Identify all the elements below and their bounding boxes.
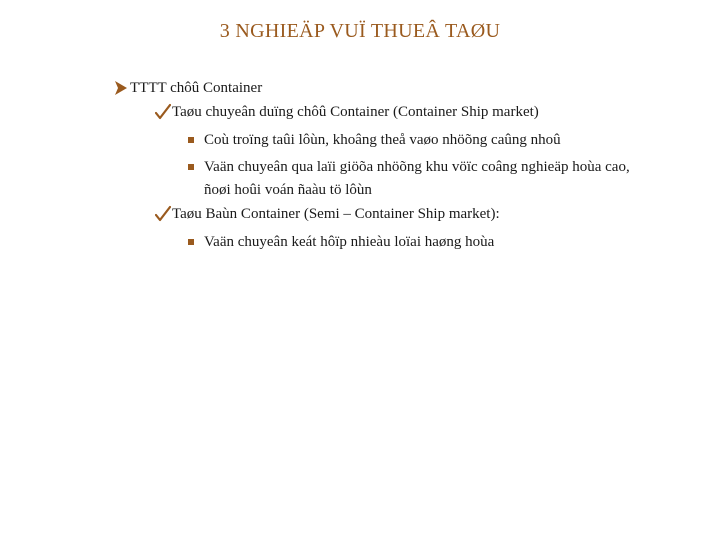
bullet-level3-text: Vaän chuyeân keát hôïp nhieàu loïai haøng hoùa — [204, 234, 495, 250]
slide-title: 3 NGHIEÄP VUÏ THUEÂ TAØU — [219, 20, 501, 42]
arrow-bullet-icon — [114, 78, 128, 98]
bullet-level2-semi-container — [155, 204, 500, 224]
square-bullet-icon — [188, 239, 194, 245]
bullet-level1-container-market — [114, 78, 262, 98]
bullet-level3-text: Coù troïng taûi lôùn, khoâng theå vaøo nhöõng caûng nhoû — [204, 132, 561, 148]
bullet-level3-text: Vaän chuyeân qua laïi giöõa nhöõng khu vöïc coâng nghieäp hoùa cao, — [204, 159, 630, 175]
bullet-level3-continuation: ñoøi hoûi voán ñaàu tö lôùn — [204, 182, 372, 198]
bullet-level1-text: TTTT chôû Container — [130, 80, 263, 96]
square-bullet-icon — [188, 164, 194, 170]
bullet-level2-container-ship — [155, 102, 539, 122]
checkmark-bullet-icon — [155, 102, 171, 122]
bullet-level2-text: Taøu chuyeân duïng chôû Container (Container Ship market) — [172, 104, 539, 120]
bullet-level3-large-tonnage — [188, 130, 561, 150]
bullet-level3-mixed-cargo — [188, 232, 494, 252]
square-bullet-icon — [188, 137, 194, 143]
bullet-level2-text: Taøu Baùn Container (Semi – Container Ship market): — [172, 206, 500, 222]
bullet-level3-industrial-zones — [188, 157, 630, 177]
checkmark-bullet-icon — [155, 204, 171, 224]
